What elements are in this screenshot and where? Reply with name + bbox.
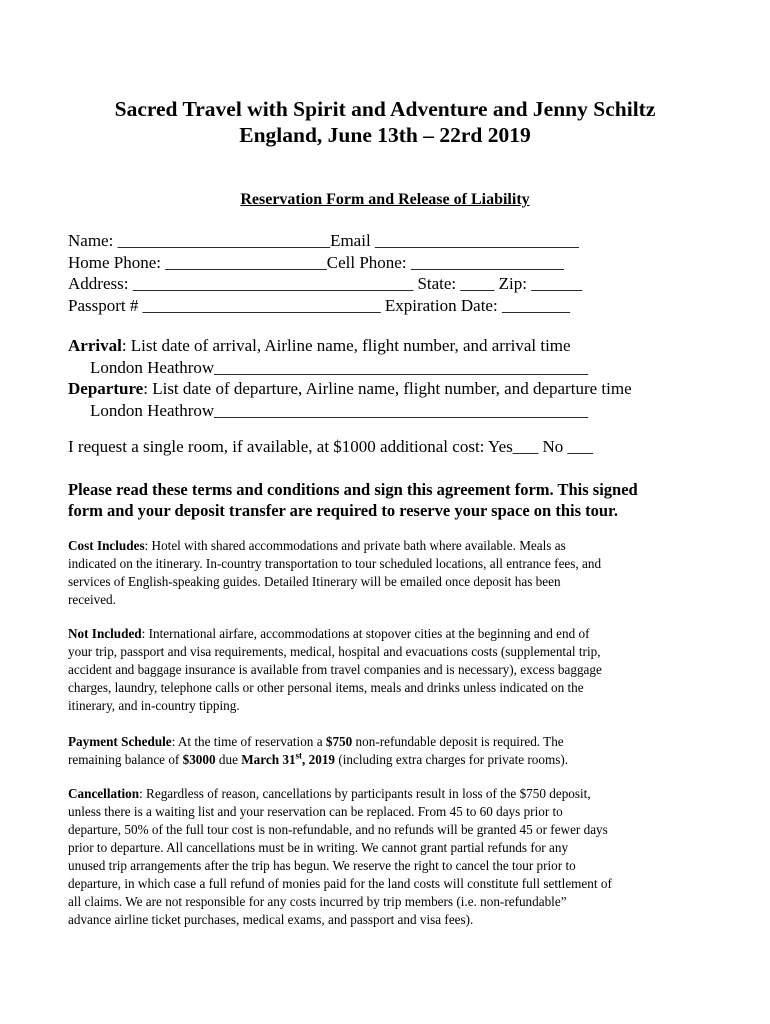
paragraph-line (68, 751, 708, 769)
paragraph-line: received. (68, 592, 116, 607)
balance-amount: $3000 (182, 752, 216, 767)
paragraph-line: all claims. We are not responsible for any costs incurred by trip members (i.e. non-refundable” (68, 894, 567, 909)
departure-label: Departure (68, 379, 144, 398)
paragraph-line: advance airline ticket purchases, medical exams, and passport and visa fees). (68, 912, 474, 927)
paragraph-text: : International airfare, accommodations at stopover cities at the beginning and end of (141, 626, 590, 641)
payment-schedule-paragraph (68, 733, 708, 769)
cost-includes-paragraph (68, 537, 708, 609)
arrival-label: Arrival (68, 336, 122, 355)
paragraph-line: accident and baggage insurance is available from travel companies and is necessary), excess baggage (68, 662, 602, 677)
departure-blank: London Heathrow____________________________________________ (90, 400, 589, 420)
paragraph-line (68, 537, 708, 555)
not-included-paragraph (68, 625, 708, 715)
paragraph-line: charges, laundry, telephone calls or other personal items, meals and drinks unless indicated on the (68, 680, 584, 695)
paragraph-line: your trip, passport and visa requirements, medical, hospital and evacuations costs (supplemental trip, (68, 644, 601, 659)
name-email-line: Name: _________________________Email ________________________ (68, 231, 579, 250)
paragraph-text: non-refundable deposit is required. The (352, 734, 564, 749)
notice-line-1: Please read these terms and conditions and sign this agreement form. This signed (68, 480, 638, 499)
travel-section (68, 335, 632, 421)
deposit-amount: $750 (325, 734, 353, 749)
paragraph-line: unless there is a waiting list and your reservation can be replaced. From 45 to 60 days prior to (68, 804, 563, 819)
departure-instruction (68, 378, 632, 400)
arrival-instruction (68, 335, 632, 357)
arrival-text: : List date of arrival, Airline name, flight number, and arrival time (121, 336, 571, 355)
paragraph-line (68, 785, 708, 803)
arrival-blank: London Heathrow____________________________________________ (90, 357, 589, 377)
address-line: Address: _________________________________ State: ____ Zip: ______ (68, 274, 583, 293)
paragraph-line: itinerary, and in-country tipping. (68, 698, 240, 713)
paragraph-text: remaining balance of (68, 752, 183, 767)
due-date (241, 752, 335, 767)
phone-line: Home Phone: ___________________Cell Phone: __________________ (68, 252, 564, 272)
paragraph-text: (including extra charges for private rooms). (335, 752, 569, 767)
cost-includes-label: Cost Includes (68, 538, 145, 553)
paragraph-line: unused trip arrangements after the trip has begun. We reserve the right to cancel the tour prior to (68, 858, 576, 873)
cancellation-paragraph (68, 785, 708, 929)
paragraph-line (68, 733, 708, 751)
due-date-month: March 31 (241, 752, 296, 767)
contact-fields (68, 230, 582, 316)
not-included-label: Not Included (68, 626, 142, 641)
paragraph-line: departure, 50% of the full tour cost is non-refundable, and no refunds will be granted 45 or fewer days (68, 822, 608, 837)
terms-notice (68, 479, 708, 521)
paragraph-line: departure, in which case a full refund of monies paid for the land costs will constitute full settlement of (68, 876, 612, 891)
document-title (0, 96, 770, 148)
payment-label: Payment Schedule (68, 734, 172, 749)
paragraph-text: : Hotel with shared accommodations and private bath where available. Meals as (144, 538, 566, 553)
due-date-suffix: st (295, 750, 303, 761)
form-subtitle: Reservation Form and Release of Liability (240, 191, 530, 208)
paragraph-line (68, 625, 708, 643)
paragraph-text: due (215, 752, 242, 767)
passport-line: Passport # ____________________________ Expiration Date: ________ (68, 295, 570, 315)
paragraph-line: services of English-speaking guides. Detailed Itinerary will be emailed once deposit has been (68, 574, 561, 589)
cancellation-label: Cancellation (68, 786, 140, 801)
notice-line-2: form and your deposit transfer are required to reserve your space on this tour. (68, 501, 618, 520)
single-room-request: I request a single room, if available, at $1000 additional cost: Yes___ No ___ (68, 437, 594, 456)
title-line-1: Sacred Travel with Spirit and Adventure and Jenny Schiltz (114, 97, 656, 121)
paragraph-line: indicated on the itinerary. In-country transportation to tour scheduled locations, all entrance fees, and (68, 556, 602, 571)
paragraph-text: : Regardless of reason, cancellations by participants result in loss of the $750 deposit, (139, 786, 591, 801)
due-date-year: , 2019 (302, 752, 336, 767)
departure-text: : List date of departure, Airline name, flight number, and departure time (143, 379, 632, 398)
paragraph-text: : At the time of reservation a (171, 734, 326, 749)
title-line-2: England, June 13th – 22rd 2019 (239, 123, 531, 147)
paragraph-line: prior to departure. All cancellations must be in writing. We cannot grant partial refunds for any (68, 840, 569, 855)
